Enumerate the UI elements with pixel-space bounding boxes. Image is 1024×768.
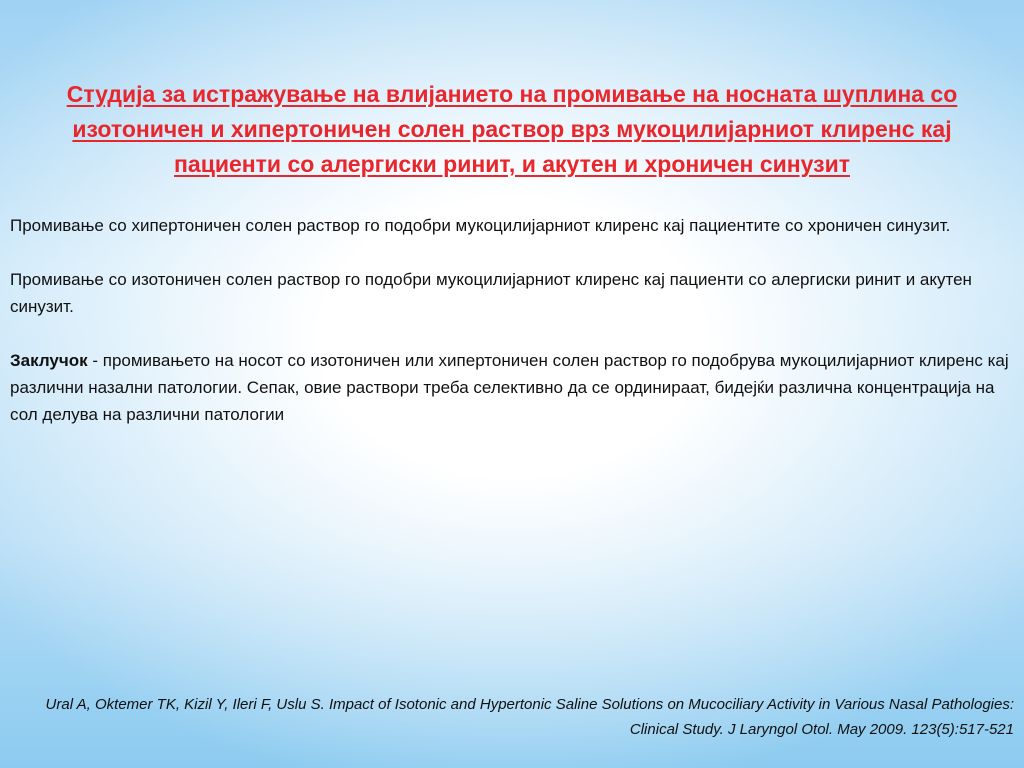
slide-body [10, 212, 1014, 428]
finding-isotonic: Промивање со изотоничен солен раствор го подобри мукоцилијарниот клиренс кај пациенти со алергиски ринит и акутен синузит. [10, 270, 972, 316]
citation-reference: Ural A, Oktemer TK, Kizil Y, Ileri F, Uslu S. Impact of Isotonic and Hypertonic Saline Solutions on Mucociliary Activity in Various Nasal Pathologies: Clinical Study. J Laryngol Otol. May 2009. 123(5):517-521 [45, 696, 1014, 738]
finding-hypertonic: Промивање со хипертоничен солен раствор го подобри мукоцилијарниот клиренс кај пациентите со хроничен синузит. [10, 216, 951, 235]
slide-title: Студија за истражување на влијанието на промивање на носната шуплина со изотоничен и хипертоничен солен раствор врз мукоцилијарниот клиренс кај пациенти со алергиски ринит, и акутен и хроничен синузит [66, 81, 958, 177]
conclusion-paragraph [10, 347, 1014, 428]
conclusion-label: Заклучок [10, 351, 88, 370]
conclusion-text: - промивањето на носот со изотоничен или хипертоничен солен раствор го подобрува мукоцилијарниот клиренс кај различни назални патологии. Сепак, овие раствори треба селективно да се ординираат, бидејќи различна концентрација на сол делува на различни патологии [10, 351, 1009, 424]
